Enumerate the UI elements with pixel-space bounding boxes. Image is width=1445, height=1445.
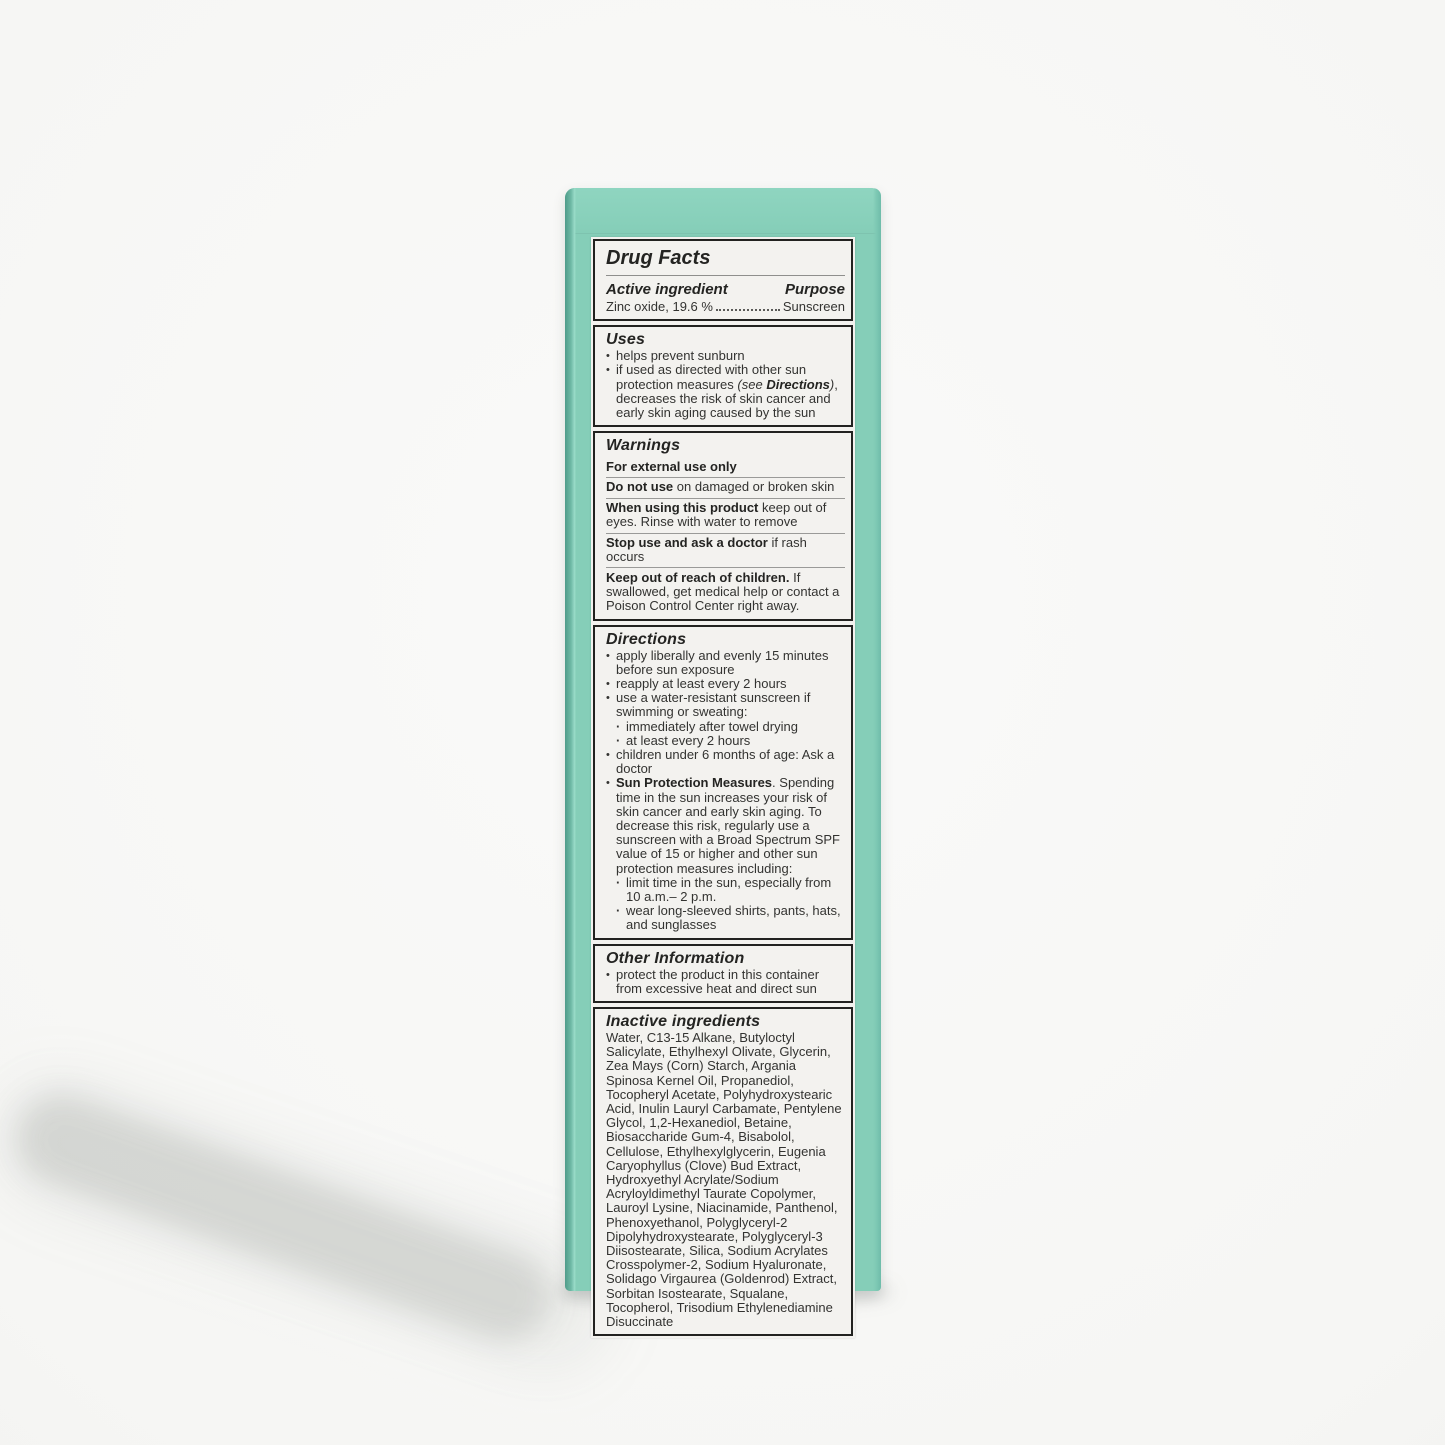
box-right-edge (873, 188, 881, 1291)
warning-item: When using this product keep out of eyes. Rinse with water to remove (606, 499, 845, 534)
section-uses (593, 325, 853, 427)
section-drug-facts (593, 239, 853, 321)
section-other-information (593, 944, 853, 1003)
direction-sub-bullet: · immediately after towel drying (616, 720, 845, 734)
warning-item: Keep out of reach of children. If swallowed, get medical help or contact a Poison Control Center right away. (606, 569, 840, 614)
direction-bullet: • Sun Protection Measures. Spending time in the sun increases your risk of skin cancer and early skin aging. To decrease this risk, regularly use a sunscreen with a Broad Spectrum SPF value of 15 or higher and other sun protection measures including: (606, 776, 845, 875)
section-directions (593, 625, 853, 940)
active-ingredient-row (606, 300, 845, 314)
uses-heading: Uses (606, 331, 646, 349)
directions-heading: Directions (606, 630, 687, 648)
inactive-ingredients-text: Water, C13-15 Alkane, Butyloctyl Salicylate, Ethylhexyl Olivate, Glycerin, Zea Mays (Corn) Starch, Argania Spinosa Kernel Oil, Propanediol, Tocopheryl Acetate, Polyhydroxystearic Acid, Inulin Lauryl Carbamate, Pentylene Glycol, 1,2-Hexanediol, Betaine, Biosaccharide Gum-4, Bisabolol, Cellulose, Ethylhexylglycerin, Eugenia Caryophyllus (Clove) Bud Extract, Hydroxyethyl Acrylate/Sodium Acryloyldimethyl Taurate Copolymer, Lauroyl Lysine, Niacinamide, Panthenol, Phenoxyethanol, Polyglyceryl-2 Dipolyhydroxystearate, Polyglyceryl-3 Diisostearate, Silica, Sodium Acrylates Crosspolymer-2, Sodium Hyaluronate, Solidago Virgaurea (Goldenrod) Extract, Sorbitan Isostearate, Squalane, Tocopherol, Trisodium Ethylenediamine Disuccinate (606, 1030, 842, 1330)
warning-item: Do not use on damaged or broken skin (606, 478, 845, 499)
direction-bullet: • use a water-resistant sunscreen if swimming or sweating: (606, 691, 845, 719)
drug-facts-label (591, 237, 855, 1338)
cast-shadow (3, 1081, 562, 1355)
direction-bullet: • apply liberally and evenly 15 minutes before sun exposure (606, 649, 845, 677)
active-ingredient-heading: Active ingredient (606, 281, 728, 298)
title-rule (606, 275, 845, 276)
purpose-value: Sunscreen (782, 299, 845, 314)
uses-bullet: • if used as directed with other sun protection measures (see Directions), decreases the risk of skin cancer and early skin aging caused by the sun (606, 363, 845, 420)
box-top-flap (565, 188, 881, 234)
purpose-heading: Purpose (784, 281, 845, 298)
warning-item: Stop use and ask a doctor if rash occurs (606, 534, 845, 569)
other-information-heading: Other Information (606, 949, 745, 967)
warning-item: For external use only (606, 457, 845, 478)
drug-facts-title: Drug Facts (606, 247, 711, 269)
direction-sub-bullet: · wear long-sleeved shirts, pants, hats, and sunglasses (616, 904, 845, 932)
box-left-edge (565, 188, 576, 1291)
uses-bullet: • helps prevent sunburn (606, 349, 845, 363)
other-information-bullet: • protect the product in this container from excessive heat and direct sun (606, 968, 845, 996)
inactive-ingredients-heading: Inactive ingredients (606, 1013, 761, 1031)
active-ingredient-value: Zinc oxide, 19.6 % (606, 299, 713, 314)
warnings-heading: Warnings (606, 437, 681, 455)
section-warnings (593, 431, 853, 620)
direction-bullet: • reapply at least every 2 hours (606, 677, 845, 691)
product-box (565, 188, 881, 1330)
direction-sub-bullet: · at least every 2 hours (616, 734, 845, 748)
direction-sub-bullet: · limit time in the sun, especially from 10 a.m.– 2 p.m. (616, 876, 845, 904)
direction-bullet: • children under 6 months of age: Ask a doctor (606, 748, 845, 776)
section-inactive-ingredients (593, 1007, 853, 1336)
leader-dots (716, 309, 780, 311)
